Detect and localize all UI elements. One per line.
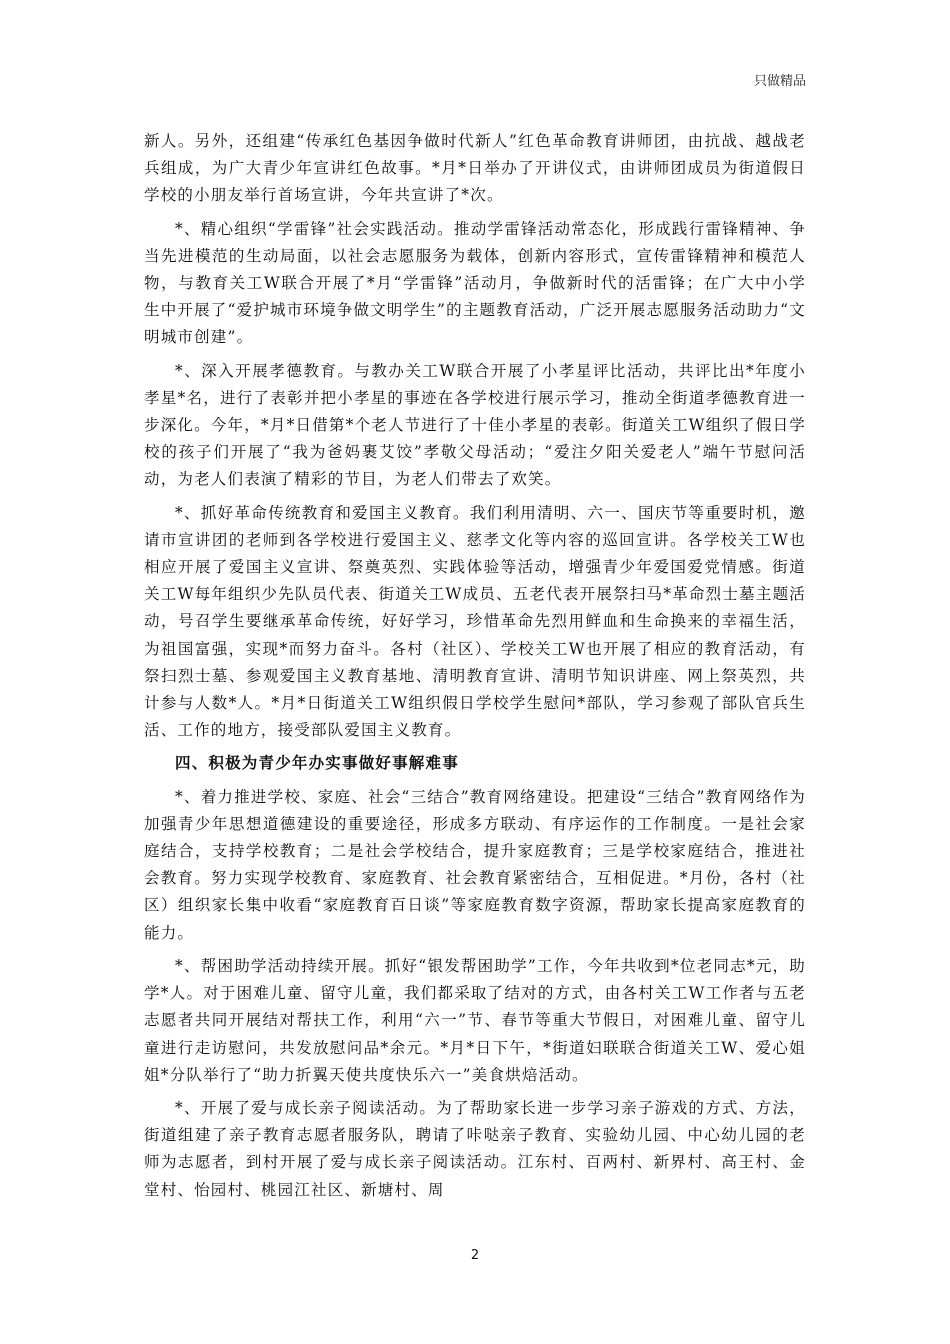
paragraph-three-combination: *、着力推进学校、家庭、社会“三结合”教育网络建设。把建设“三结合”教育网络作为加强青少年思想道德建设的重要途径，形成多方联动、有序运作的工作制度。一是社会家庭结合，支持学校教育；二是社会学校结合，提升家庭教育；三是学校家庭结合，推进社会教育。努力实现学校教育、家庭教育、社会教育紧密结合，互相促进。*月份，各村（社区）组织家长集中收看“家庭教育百日谈”等家庭教育数字资源，帮助家长提高家庭教育的能力。 xyxy=(144,787,806,942)
paragraph-patriotic-education: *、抓好革命传统教育和爱国主义教育。我们利用清明、六一、国庆节等重要时机，邀请市宣讲团的老师到各学校进行爱国主义、慈孝文化等内容的巡回宣讲。各学校关工W也相应开展了爱国主义宣讲、祭奠英烈、实践体验等活动，增强青少年爱国爱党情感。街道关工W每年组织少先队员代表、街道关工W成员、五老代表开展祭扫马*革命烈士墓主题活动，号召学生要继承革命传统，好好学习，珍惜革命先烈用鲜血和生命换来的幸福生活，为祖国富强，实现*而努力奋斗。各村（社区）、学校关工W也开展了相应的教育活动，有祭扫烈士墓、参观爱国主义教育基地、清明教育宣讲、清明节知识讲座、网上祭英烈，共计参与人数*人。*月*日街道关工W组织假日学校学生慰问*部队，学习参观了部队官兵生活、工作的地方，接受部队爱国主义教育。 xyxy=(144,503,806,740)
page-number: 2 xyxy=(470,1248,480,1263)
paragraph-learn-leifeng: *、精心组织“学雷锋”社会实践活动。推动学雷锋活动常态化，形成践行雷锋精神、争当先进模范的生动局面，以社会志愿服务为载体，创新内容形式，宣传雷锋精神和模范人物，与教育关工W联合开展了*月“学雷锋”活动月，争做新时代的活雷锋；在广大中小学生中开展了“爱护城市环境争做文明学生”的主题教育活动，广泛开展志愿服务活动助力“文明城市创建”。 xyxy=(144,219,806,347)
paragraph-student-aid: *、帮困助学活动持续开展。抓好“银发帮困助学”工作，今年共收到*位老同志*元，助学*人。对于困难儿童、留守儿童，我们都采取了结对的方式，由各村关工W工作者与五老志愿者共同开展结对帮扶工作，利用“六一”节、春节等重大节假日，对困难儿童、留守儿童进行走访慰问，共发放慰问品*余元。*月*日下午，*街道妇联联合街道关工W、爱心姐姐*分队举行了“助力折翼天使共度快乐六一”美食烘焙活动。 xyxy=(144,956,806,1084)
paragraph-parent-child-reading: *、开展了爱与成长亲子阅读活动。为了帮助家长进一步学习亲子游戏的方式、方法，街道组建了亲子教育志愿者服务队，聘请了咔哒亲子教育、实验幼儿园、中心幼儿园的老师为志愿者，到村开展了爱与成长亲子阅读活动。江东村、百两村、新界村、高王村、金堂村、怡园村、桃园江社区、新塘村、周 xyxy=(144,1098,806,1199)
document-body xyxy=(144,128,806,1210)
page-header-tag: 只做精品 xyxy=(753,74,806,89)
section-heading: 四、积极为青少年办实事做好事解难事 xyxy=(175,754,459,773)
paragraph-continuation: 新人。另外，还组建“传承红色基因争做时代新人”红色革命教育讲师团，由抗战、越战老兵组成，为广大青少年宣讲红色故事。*月*日举办了开讲仪式，由讲师团成员为街道假日学校的小朋友举行首场宣讲，今年共宣讲了*次。 xyxy=(144,132,806,205)
paragraph-filial-piety: *、深入开展孝德教育。与教办关工W联合开展了小孝星评比活动，共评比出*年度小孝星*名，进行了表彰并把小孝星的事迹在各学校进行展示学习，推动全街道孝德教育进一步深化。今年，*月*日借第*个老人节进行了十佳小孝星的表彰。街道关工W组织了假日学校的孩子们开展了“我为爸妈裹艾饺”孝敬父母活动；“爱注夕阳关爱老人”端午节慰问活动，为老人们表演了精彩的节目，为老人们带去了欢笑。 xyxy=(144,361,806,489)
